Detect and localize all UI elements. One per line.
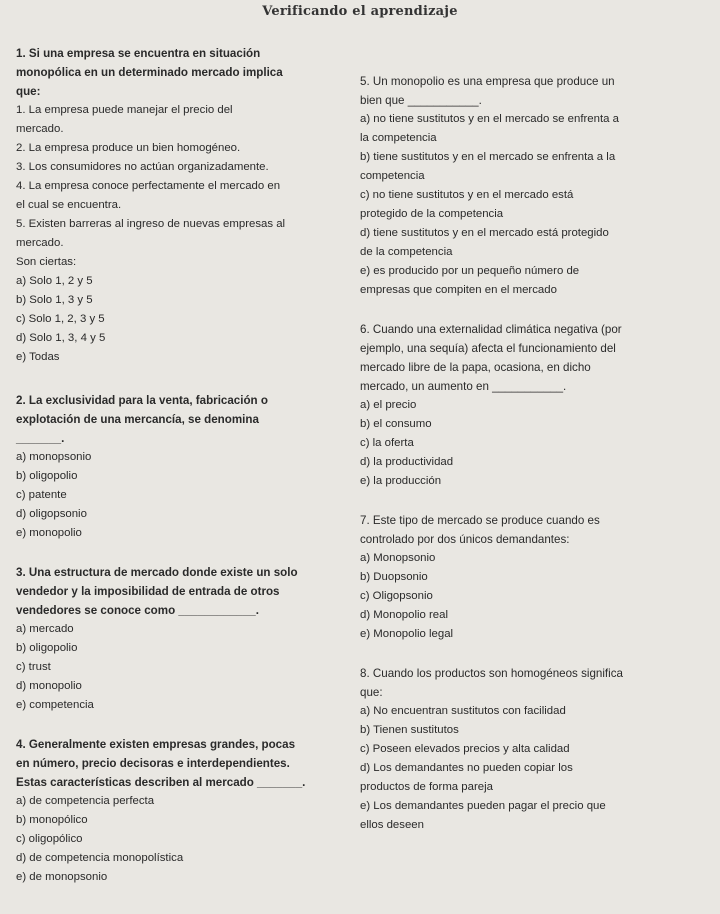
question-3-options bbox=[16, 620, 346, 715]
option[interactable]: d) oligopsonio bbox=[16, 508, 87, 520]
question-1-statements bbox=[16, 101, 346, 272]
option[interactable]: a) mercado bbox=[16, 623, 74, 635]
question-7-options bbox=[360, 549, 715, 644]
option[interactable]: a) no tiene sustitutos y en el mercado se enfrenta a la competencia bbox=[360, 113, 619, 144]
option[interactable]: b) Duopsonio bbox=[360, 571, 428, 583]
question-4-options bbox=[16, 792, 346, 887]
question-3 bbox=[16, 563, 346, 715]
option[interactable]: a) de competencia perfecta bbox=[16, 795, 155, 807]
option[interactable]: c) Poseen elevados precios y alta calidad bbox=[360, 743, 570, 755]
question-1-prompt: Son ciertas: bbox=[16, 256, 77, 268]
question-1-stem: 1. Si una empresa se encuentra en situación monopólica en un determinado mercado implica que: bbox=[16, 47, 283, 98]
option[interactable]: e) es producido por un pequeño número de empresas que compiten en el mercado bbox=[360, 265, 580, 296]
question-2-stem: 2. La exclusividad para la venta, fabricación o explotación de una mercancía, se denomina _______. bbox=[16, 394, 268, 445]
statement: 1. La empresa puede manejar el precio del mercado. bbox=[16, 104, 233, 135]
option[interactable]: e) competencia bbox=[16, 699, 94, 711]
option[interactable]: c) Solo 1, 2, 3 y 5 bbox=[16, 313, 105, 325]
statement: 5. Existen barreras al ingreso de nuevas empresas al mercado. bbox=[16, 218, 286, 249]
option[interactable]: d) Los demandantes no pueden copiar los productos de forma pareja bbox=[360, 762, 573, 793]
question-8-options bbox=[360, 702, 715, 835]
option[interactable]: b) tiene sustitutos y en el mercado se enfrenta a la competencia bbox=[360, 151, 616, 182]
question-5-stem: 5. Un monopolio es una empresa que produce un bien que ___________. bbox=[360, 75, 615, 107]
option[interactable]: e) monopolio bbox=[16, 527, 82, 539]
option[interactable]: d) Solo 1, 3, 4 y 5 bbox=[16, 332, 106, 344]
option[interactable]: d) monopolio bbox=[16, 680, 82, 692]
option[interactable]: b) oligopolio bbox=[16, 642, 78, 654]
option[interactable]: b) Solo 1, 3 y 5 bbox=[16, 294, 93, 306]
right-column bbox=[360, 72, 715, 857]
statement: 4. La empresa conoce perfectamente el mercado en el cual se encuentra. bbox=[16, 180, 281, 211]
statement: 2. La empresa produce un bien homogéneo. bbox=[16, 142, 241, 154]
option[interactable]: b) Tienen sustitutos bbox=[360, 724, 459, 736]
option[interactable]: a) Monopsonio bbox=[360, 552, 436, 564]
question-4-stem: 4. Generalmente existen empresas grandes, pocas en número, precio decisoras e interdependientes. Estas características describen al mercado _______. bbox=[16, 738, 306, 789]
option[interactable]: d) tiene sustitutos y en el mercado está protegido de la competencia bbox=[360, 227, 609, 258]
option[interactable]: b) oligopolio bbox=[16, 470, 78, 482]
option[interactable]: c) patente bbox=[16, 489, 67, 501]
option[interactable]: c) Oligopsonio bbox=[360, 590, 433, 602]
option[interactable]: c) no tiene sustitutos y en el mercado está protegido de la competencia bbox=[360, 189, 574, 220]
question-6 bbox=[360, 320, 715, 491]
option[interactable]: c) oligopólico bbox=[16, 833, 83, 845]
question-8 bbox=[360, 664, 715, 835]
question-5-options bbox=[360, 110, 715, 300]
question-6-stem: 6. Cuando una externalidad climática negativa (por ejemplo, una sequía) afecta el funcionamiento del mercado libre de la papa, ocasiona, en dicho mercado, un aumento en ___________. bbox=[360, 323, 622, 393]
option[interactable]: c) la oferta bbox=[360, 437, 414, 449]
option[interactable]: d) Monopolio real bbox=[360, 609, 449, 621]
option[interactable]: d) la productividad bbox=[360, 456, 454, 468]
question-3-stem: 3. Una estructura de mercado donde existe un solo vendedor y la imposibilidad de entrada de otros vendedores se conoce como ____________. bbox=[16, 566, 298, 617]
question-5 bbox=[360, 72, 715, 300]
question-4 bbox=[16, 735, 346, 887]
option[interactable]: b) monopólico bbox=[16, 814, 88, 826]
option[interactable]: d) de competencia monopolística bbox=[16, 852, 184, 864]
option[interactable]: c) trust bbox=[16, 661, 51, 673]
option[interactable]: e) Los demandantes pueden pagar el precio que ellos deseen bbox=[360, 800, 606, 831]
option[interactable]: e) de monopsonio bbox=[16, 871, 108, 883]
option[interactable]: a) monopsonio bbox=[16, 451, 92, 463]
option[interactable]: e) la producción bbox=[360, 475, 442, 487]
question-1 bbox=[16, 44, 346, 367]
question-2 bbox=[16, 391, 346, 543]
page-title: Verificando el aprendizaje bbox=[262, 4, 458, 19]
question-2-options bbox=[16, 448, 346, 543]
option[interactable]: a) el precio bbox=[360, 399, 417, 411]
question-1-options bbox=[16, 272, 346, 367]
option[interactable]: e) Todas bbox=[16, 351, 60, 363]
option[interactable]: e) Monopolio legal bbox=[360, 628, 454, 640]
option[interactable]: a) No encuentran sustitutos con facilidad bbox=[360, 705, 566, 717]
option[interactable]: b) el consumo bbox=[360, 418, 432, 430]
question-7-stem: 7. Este tipo de mercado se produce cuando es controlado por dos únicos demandantes: bbox=[360, 514, 600, 546]
question-7 bbox=[360, 511, 715, 644]
question-8-stem: 8. Cuando los productos son homogéneos significa que: bbox=[360, 667, 623, 699]
option[interactable]: a) Solo 1, 2 y 5 bbox=[16, 275, 93, 287]
left-column bbox=[16, 44, 346, 909]
question-6-options bbox=[360, 396, 715, 491]
statement: 3. Los consumidores no actúan organizadamente. bbox=[16, 161, 269, 173]
